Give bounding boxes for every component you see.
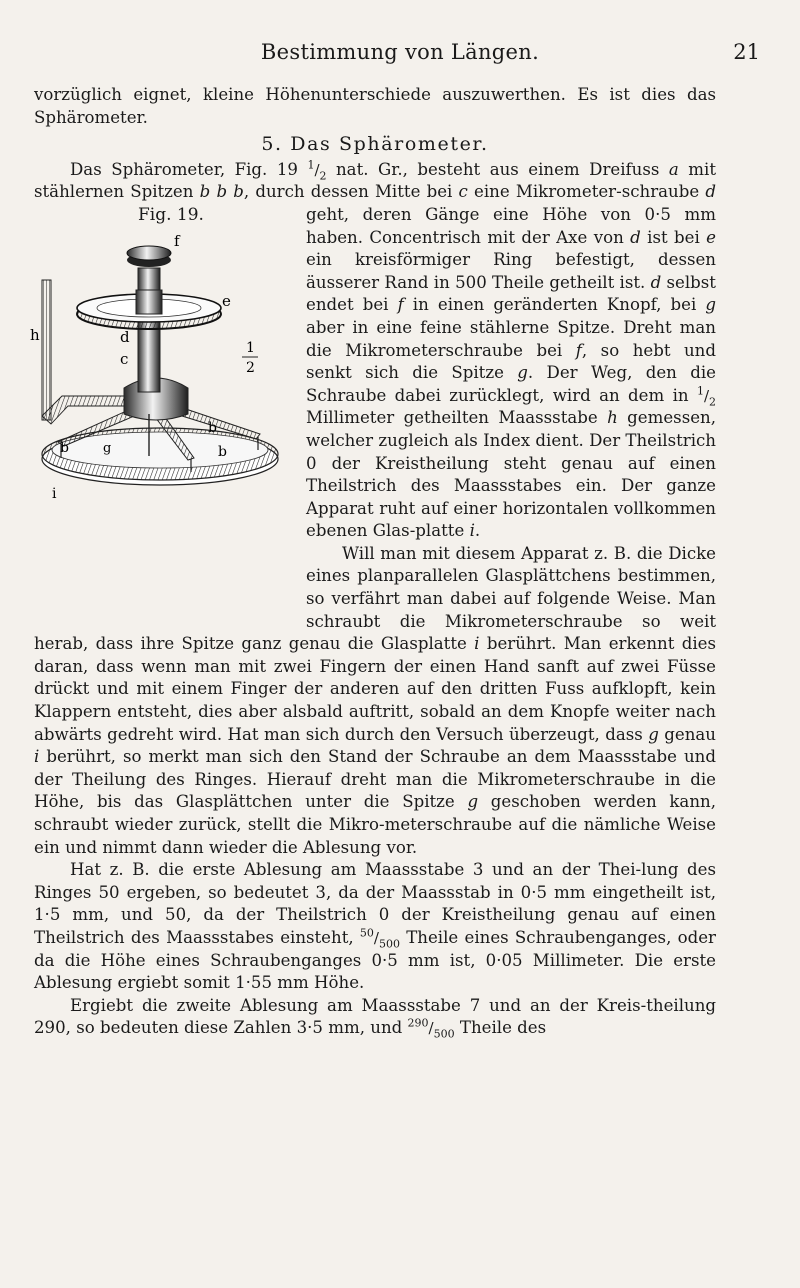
- label-c: c: [120, 349, 129, 368]
- label-i: i: [52, 485, 57, 502]
- label-b-center: b: [208, 419, 217, 436]
- variable: b b b: [199, 182, 244, 202]
- text-run: Will man mit diesem Apparat z. B. die Dicke eines planparallelen Glasplättchens bestimmen, so verfährt man dabei auf folgende Weise. Man schraubt die Mikrometerschraube so weit herab, dass ihre Spitze ganz genau die Glasplatte: [34, 543, 716, 654]
- fraction-numerator: 50: [359, 926, 374, 940]
- variable: f: [575, 340, 582, 360]
- text-run: ist bei: [640, 227, 707, 247]
- text-run: geschoben werden kann, schraubt wieder zurück, stellt die Mikro-meterschraube auf die nämliche Weise ein und nimmt dann wieder die Ablesung vor.: [34, 792, 716, 857]
- variable: e: [706, 227, 716, 247]
- variable: g: [517, 363, 528, 383]
- paragraph-second-reading: [34, 995, 716, 1040]
- label-h: h: [30, 325, 40, 344]
- variable: d: [705, 182, 716, 202]
- text-run: aber in eine feine stählerne Spitze. Dreht man die Mikrometerschraube bei: [306, 317, 716, 360]
- text-run: ein kreisförmiger Ring befestigt, dessen äusserer Rand in 500 Theile getheilt ist.: [306, 250, 716, 292]
- knob-top: [127, 246, 171, 260]
- variable: h: [607, 408, 618, 428]
- body-text: [30, 84, 716, 1041]
- variable: a: [668, 159, 679, 179]
- figure-sphaerometer: [28, 204, 302, 629]
- label-e: e: [222, 291, 231, 310]
- text-run: Ergiebt die zweite Ablesung am Maassstabe 7 und an der Kreis-theilung 290, so bedeuten diese Zahlen 3·5 mm, und: [34, 995, 716, 1038]
- variable: g: [648, 724, 659, 744]
- text-run: geht, deren Gänge eine Höhe von 0·5 mm haben. Concentrisch mit der Axe von: [306, 204, 716, 247]
- text-run: Millimeter getheilten Maassstabe: [306, 408, 608, 428]
- label-g: g: [103, 440, 112, 456]
- scale-denominator: 2: [246, 359, 255, 376]
- paragraph-example: [34, 859, 716, 995]
- running-title: Bestimmung von Längen.: [260, 40, 540, 64]
- fraction-denominator: 500: [433, 1027, 455, 1041]
- fraction-denominator: 2: [709, 395, 716, 409]
- text-run: Hat z. B. die erste Ablesung am Maassstabe 3 und an der Thei-lung des Ringes 50 ergeben, so bedeutet 3, da der Maassstab in 0·5 mm eingetheilt ist, 1·5 mm, und 50, da der Theilstrich 0 der Kreistheilung genau auf einen Theilstrich des Maassstabes einsteht,: [34, 860, 716, 947]
- text-run: Theile des: [454, 1018, 547, 1038]
- variable: i: [474, 634, 480, 654]
- text-run: . Der Weg, den die Schraube dabei zurücklegt, wird an dem in: [306, 363, 716, 405]
- variable: g: [705, 295, 716, 315]
- ring-hub: [136, 290, 162, 314]
- text-run: mit stählernen Spitzen: [34, 159, 716, 202]
- paragraph-continuation: [34, 84, 716, 129]
- variable: d: [650, 272, 662, 292]
- page-number: 21: [733, 40, 760, 64]
- text-line: vorzüglich eignet, kleine Höhenunterschiede auszuwerthen. Es ist dies: [34, 85, 676, 104]
- variable: i: [469, 521, 475, 541]
- text-run: in einen geränderten Knopf, bei: [403, 295, 706, 315]
- text-run: genau: [658, 724, 716, 744]
- fraction-slash: /: [373, 928, 379, 947]
- fraction-slash: /: [428, 1019, 434, 1038]
- paragraph-description: [30, 158, 716, 543]
- text-run: eine Mikrometer-schraube: [467, 182, 706, 202]
- text-run: berührt, so merkt man sich den Stand der Schraube an dem Maassstabe und der Theilung des Ringes. Hierauf dreht man die Mikrometerschraube in die Höhe, bis das Glasplättchen unter die Spitze: [34, 747, 716, 812]
- fraction-slash: /: [314, 160, 320, 179]
- figure-caption: Fig. 19.: [138, 204, 204, 225]
- text-run: , durch dessen Mitte bei: [243, 182, 459, 202]
- text-run: berührt. Man erkennt dies daran, dass wenn man mit zwei Fingern der einen Hand sanft auf zwei Füsse drückt und mit einem Finger der anderen auf den dritten Fuss aufklopft, kein Klappern entsteht, dies aber alsbald auftritt, sobald an dem Knopfe weiter nach abwärts gedreht wird. Hat man sich durch den Versuch überzeugt, dass: [34, 634, 716, 744]
- text-run: nat. Gr., besteht aus einem Dreifuss: [326, 159, 669, 179]
- text-run: Theile eines Schraubenganges, oder da die Höhe eines Schraubenganges 0·5 mm ist, 0·05 Millimeter. Die erste Ablesung ergiebt somit 1·55 mm Höhe.: [34, 927, 716, 993]
- fraction-numerator: 1: [696, 384, 704, 398]
- text-run: gemessen, welcher zugleich als Index dient. Der Theilstrich 0 der Kreistheilung steht genau auf einen Theilstrich des Maassstabes ein. Der ganze Apparat ruht auf einer horizontalen vollkommen ebenen Glas-platte: [306, 408, 716, 541]
- label-b-left: b: [60, 439, 69, 456]
- text-line: das Sphärometer.: [34, 85, 716, 127]
- variable: i: [34, 747, 40, 767]
- running-header: [36, 40, 764, 70]
- fraction-numerator: 290: [407, 1016, 429, 1030]
- section-heading: 5. Das Sphärometer.: [261, 133, 489, 156]
- label-d: d: [120, 327, 130, 346]
- fraction-numerator: 1: [307, 158, 315, 172]
- variable: d: [630, 227, 641, 247]
- fraction-slash: /: [703, 386, 709, 405]
- scale-h: [42, 280, 51, 420]
- fraction-denominator: 2: [319, 169, 327, 183]
- text-run: .: [474, 521, 481, 541]
- variable: g: [467, 792, 479, 812]
- text-run: Das Sphärometer, Fig. 19: [70, 159, 308, 179]
- variable: f: [397, 295, 404, 315]
- scale-numerator: 1: [246, 339, 255, 356]
- label-b-right: b: [218, 443, 227, 460]
- text-run: selbst endet bei: [306, 272, 716, 315]
- sphaerometer-illustration: [28, 228, 302, 628]
- variable: c: [458, 182, 468, 202]
- label-f: f: [174, 231, 180, 250]
- fraction-denominator: 500: [378, 937, 400, 951]
- text-run: , so hebt und senkt sich die Spitze: [306, 340, 716, 383]
